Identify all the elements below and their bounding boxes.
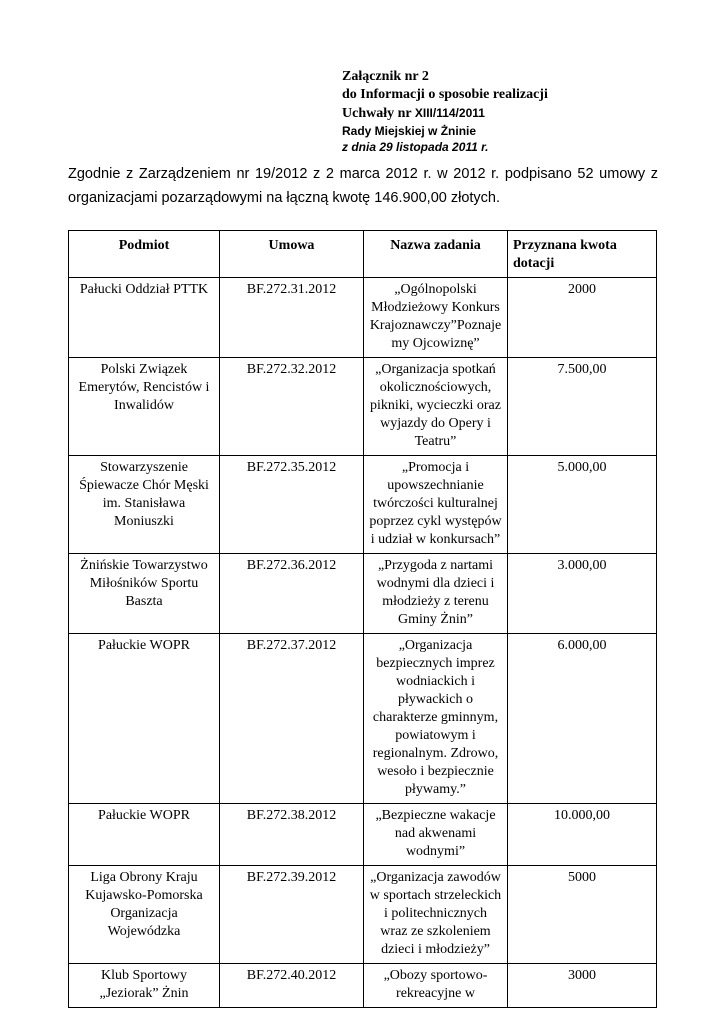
cell-umowa: BF.272.37.2012	[220, 634, 364, 804]
cell-kwota: 2000	[508, 278, 657, 358]
resolution-date: z dnia 29 listopada 2011 r.	[342, 140, 489, 154]
cell-zadanie: „Ogólnopolski Młodzieżowy Konkurs Krajoznawczy”Poznaje my Ojcowiznę”	[364, 278, 508, 358]
cell-podmiot: Żnińskie Towarzystwo Miłośników Sportu Baszta	[69, 554, 220, 634]
resolution-prefix: Uchwały nr	[342, 106, 415, 121]
grants-table	[68, 230, 657, 1008]
cell-umowa: BF.272.32.2012	[220, 358, 364, 456]
attachment-header	[342, 68, 682, 155]
cell-podmiot: Pałuckie WOPR	[69, 804, 220, 866]
cell-podmiot: Polski Związek Emerytów, Rencistów i Inwalidów	[69, 358, 220, 456]
cell-kwota: 10.000,00	[508, 804, 657, 866]
cell-umowa: BF.272.39.2012	[220, 866, 364, 964]
cell-kwota: 5.000,00	[508, 456, 657, 554]
cell-umowa: BF.272.35.2012	[220, 456, 364, 554]
table-row	[69, 554, 657, 634]
table-row	[69, 456, 657, 554]
cell-zadanie: „Organizacja bezpiecznych imprez wodniackich i pływackich o charakterze gminnym, powiatowym i regionalnym. Zdrowo, wesoło i bezpiecznie pływamy.”	[364, 634, 508, 804]
intro-paragraph: Zgodnie z Zarządzeniem nr 19/2012 z 2 marca 2012 r. w 2012 r. podpisano 52 umowy z organizacjami pozarządowymi na łączną kwotę 146.900,00 złotych.	[68, 166, 658, 206]
header-kwota: Przyznana kwota dotacji	[508, 231, 657, 278]
cell-zadanie: „Przygoda z nartami wodnymi dla dzieci i młodzieży z terenu Gminy Żnin”	[364, 554, 508, 634]
header-umowa: Umowa	[220, 231, 364, 278]
resolution-line	[342, 104, 682, 123]
cell-kwota: 6.000,00	[508, 634, 657, 804]
cell-umowa: BF.272.40.2012	[220, 964, 364, 1008]
cell-podmiot: Liga Obrony Kraju Kujawsko-Pomorska Organizacja Wojewódzka	[69, 866, 220, 964]
cell-zadanie: „Organizacja spotkań okolicznościowych, pikniki, wycieczki oraz wyjazdy do Opery i Teatru”	[364, 358, 508, 456]
table-row	[69, 866, 657, 964]
header-podmiot: Podmiot	[69, 231, 220, 278]
attachment-subject: do Informacji o sposobie realizacji	[342, 87, 548, 102]
cell-podmiot: Klub Sportowy „Jeziorak” Żnin	[69, 964, 220, 1008]
cell-kwota: 7.500,00	[508, 358, 657, 456]
table-row	[69, 804, 657, 866]
table-row	[69, 634, 657, 804]
resolution-number: XIII/114/2011	[414, 106, 485, 120]
council-name: Rady Miejskiej w Żninie	[342, 124, 477, 138]
cell-kwota: 3.000,00	[508, 554, 657, 634]
cell-podmiot: Pałucki Oddział PTTK	[69, 278, 220, 358]
table-header-row	[69, 231, 657, 278]
cell-umowa: BF.272.38.2012	[220, 804, 364, 866]
cell-umowa: BF.272.31.2012	[220, 278, 364, 358]
cell-zadanie: „Bezpieczne wakacje nad akwenami wodnymi”	[364, 804, 508, 866]
table-row	[69, 964, 657, 1008]
header-nazwa-zadania: Nazwa zadania	[364, 231, 508, 278]
table-row	[69, 278, 657, 358]
cell-podmiot: Pałuckie WOPR	[69, 634, 220, 804]
cell-zadanie: „Organizacja zawodów w sportach strzeleckich i politechnicznych wraz ze szkoleniem dzieci i młodzieży”	[364, 866, 508, 964]
attachment-number: Załącznik nr 2	[342, 69, 429, 84]
cell-podmiot: Stowarzyszenie Śpiewacze Chór Męski im. Stanisława Moniuszki	[69, 456, 220, 554]
cell-zadanie: „Obozy sportowo-rekreacyjne w	[364, 964, 508, 1008]
cell-kwota: 5000	[508, 866, 657, 964]
cell-zadanie: „Promocja i upowszechnianie twórczości kulturalnej poprzez cykl występów i udział w konkursach”	[364, 456, 508, 554]
cell-kwota: 3000	[508, 964, 657, 1008]
table-row	[69, 358, 657, 456]
cell-umowa: BF.272.36.2012	[220, 554, 364, 634]
